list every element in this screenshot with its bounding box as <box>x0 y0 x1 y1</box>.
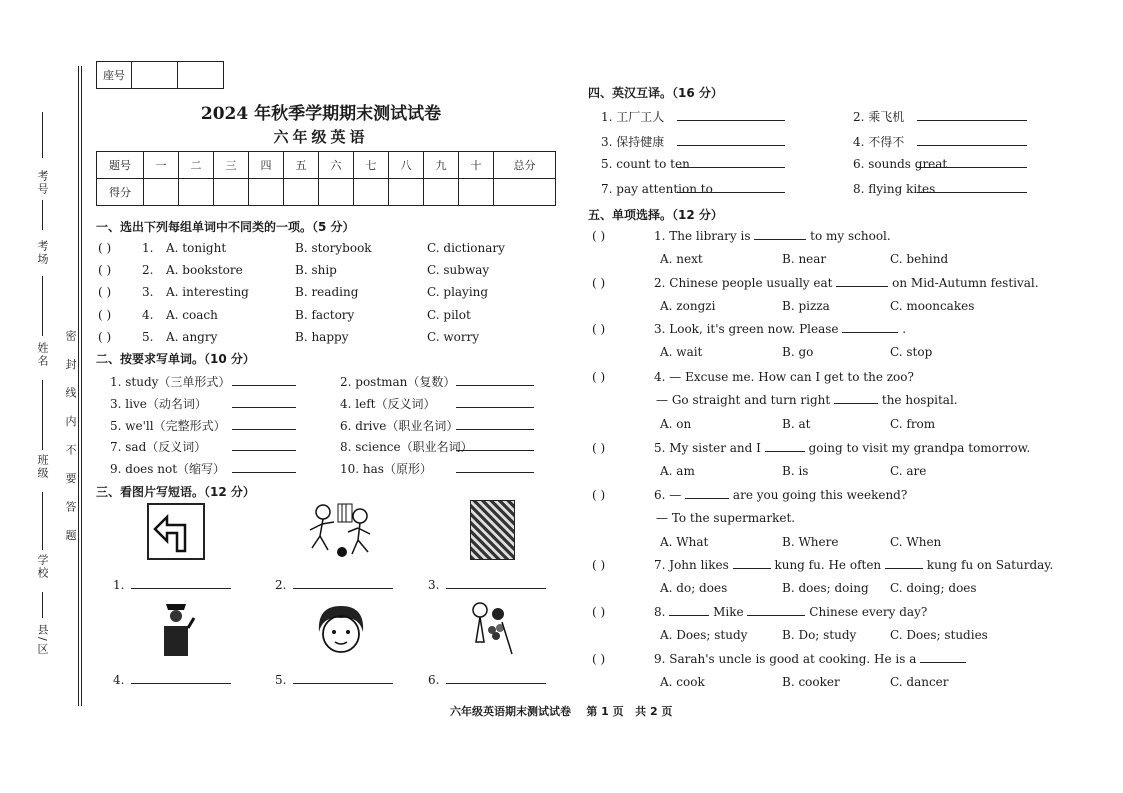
score-cell[interactable] <box>214 179 249 206</box>
score-cell[interactable] <box>319 179 354 206</box>
mc-option[interactable]: B. near <box>782 252 827 266</box>
question-row <box>98 285 160 299</box>
label-xianqu: 县/区 <box>36 624 49 656</box>
score-cell[interactable] <box>459 179 494 206</box>
mc-option[interactable]: A. next <box>660 252 703 266</box>
label-kaohao: 考号 <box>36 170 49 196</box>
turn-left-sign-picture <box>147 503 205 560</box>
part3-heading: 三、看图片写短语。（12 分） <box>96 485 255 499</box>
picture-number: 1. <box>113 578 125 592</box>
girl-with-flowers-picture <box>462 598 518 661</box>
mc-option[interactable]: B. at <box>782 417 811 431</box>
question-row <box>98 308 160 322</box>
score-cell[interactable] <box>179 179 214 206</box>
answer-blank[interactable] <box>232 407 296 408</box>
word-task <box>340 417 534 434</box>
word-task <box>110 373 300 390</box>
score-header-cell: 六 <box>319 152 354 179</box>
score-header-cell: 九 <box>424 152 459 179</box>
question-text: 1. The library is <box>654 229 751 243</box>
answer-blank[interactable] <box>456 472 534 473</box>
mc-option[interactable]: A. am <box>660 464 695 478</box>
option-a[interactable]: A. angry <box>166 329 218 344</box>
score-header-cell: 五 <box>284 152 319 179</box>
mc-option[interactable]: B. go <box>782 345 814 359</box>
translate-item <box>601 182 785 196</box>
answer-parens[interactable]: ( ) <box>592 558 606 572</box>
score-header-cell: 题号 <box>97 152 144 179</box>
translate-item <box>601 108 785 125</box>
answer-blank[interactable] <box>677 145 785 146</box>
answer-blank[interactable] <box>446 588 546 589</box>
storybook-picture <box>470 500 515 560</box>
question-text: are you going this weekend? <box>732 488 908 502</box>
word-task <box>340 395 534 412</box>
translate-label: 4. 不得不 <box>853 134 905 149</box>
score-table <box>96 151 556 206</box>
option-b[interactable]: B. reading <box>295 285 359 300</box>
answer-blank[interactable] <box>885 568 923 569</box>
mc-option[interactable]: A. What <box>660 535 709 549</box>
score-cell[interactable] <box>249 179 284 206</box>
picture-number: 6. <box>428 673 440 687</box>
answer-blank[interactable] <box>917 145 1027 146</box>
answer-parens[interactable]: ( ) <box>592 322 606 336</box>
answer-parens[interactable]: ( ) <box>98 263 112 278</box>
score-cell[interactable] <box>354 179 389 206</box>
exam-title: 2024 年秋季学期期末测试试卷 <box>200 104 442 124</box>
score-header-cell: 总分 <box>494 152 556 179</box>
answer-blank[interactable] <box>917 192 1027 193</box>
mc-question <box>592 605 927 619</box>
question-text: to my school. <box>810 229 891 243</box>
question-row <box>98 263 160 277</box>
page-footer: 六年级英语期末测试试卷 第 1 页 共 2 页 <box>450 705 673 718</box>
seat-cell[interactable] <box>132 62 178 89</box>
word-task-label: 8. science（职业名词） <box>340 440 473 455</box>
exam-subtitle: 六年级英语 <box>273 128 369 146</box>
mc-option[interactable]: C. are <box>890 464 927 478</box>
mc-question-line2 <box>656 393 958 407</box>
answer-blank[interactable] <box>685 498 729 499</box>
option-c[interactable]: C. subway <box>427 263 490 278</box>
answer-blank[interactable] <box>920 662 966 663</box>
part5-heading: 五、单项选择。（12 分） <box>588 208 723 222</box>
answer-parens[interactable]: ( ) <box>592 276 606 290</box>
answer-blank[interactable] <box>456 385 534 386</box>
mc-question <box>592 322 906 336</box>
answer-blank[interactable] <box>456 450 534 451</box>
question-text: 7. John likes <box>654 558 729 572</box>
answer-parens[interactable]: ( ) <box>592 229 606 243</box>
word-task-label: 2. postman（复数） <box>340 375 456 389</box>
option-a[interactable]: A. tonight <box>166 241 227 255</box>
option-a[interactable]: A. interesting <box>166 285 249 300</box>
label-banji: 班级 <box>36 454 49 480</box>
answer-parens[interactable]: ( ) <box>592 370 606 384</box>
label-kaochang: 考场 <box>36 240 49 266</box>
question-number: 5. <box>142 329 154 344</box>
word-task-label: 5. we'll（完整形式） <box>110 418 226 433</box>
mc-question <box>592 652 966 666</box>
score-cell[interactable] <box>284 179 319 206</box>
mc-option[interactable]: A. on <box>660 417 692 431</box>
mc-option[interactable]: A. cook <box>660 675 705 689</box>
mc-option[interactable]: C. stop <box>890 345 933 359</box>
seat-label: 座号 <box>97 62 132 89</box>
playing-football-picture <box>298 500 382 563</box>
translate-item <box>601 157 785 171</box>
answer-blank[interactable] <box>747 615 805 616</box>
answer-blank[interactable] <box>446 683 546 684</box>
question-text: kung fu on Saturday. <box>926 558 1054 572</box>
answer-parens[interactable]: ( ) <box>592 488 606 502</box>
mc-option[interactable]: C. doing; does <box>890 581 977 595</box>
word-task-label: 7. sad（反义词） <box>110 440 207 455</box>
question-number: 4. <box>142 307 154 322</box>
question-row <box>98 330 160 344</box>
question-text: . <box>902 322 907 336</box>
mc-option[interactable]: A. wait <box>660 345 703 359</box>
answer-blank[interactable] <box>836 286 888 287</box>
label-xingming: 姓名 <box>36 342 49 368</box>
option-a[interactable]: A. coach <box>166 307 218 322</box>
question-row <box>98 241 160 255</box>
mc-option[interactable]: B. pizza <box>782 299 830 313</box>
label-xuexiao: 学校 <box>36 554 49 580</box>
fold-line <box>78 66 82 706</box>
question-text: — Go straight and turn right <box>656 393 831 407</box>
answer-blank[interactable] <box>917 120 1027 121</box>
answer-blank[interactable] <box>765 451 805 452</box>
score-header-cell: 八 <box>389 152 424 179</box>
mc-option[interactable]: A. zongzi <box>660 299 716 313</box>
answer-blank[interactable] <box>232 472 296 473</box>
seal-line-text: 密 封 线 内 不 要 答 题 <box>64 330 77 548</box>
mc-option[interactable]: C. from <box>890 417 936 431</box>
mc-option[interactable]: B. Where <box>782 535 839 549</box>
score-header-cell: 三 <box>214 152 249 179</box>
score-header-cell: 十 <box>459 152 494 179</box>
word-task-label: 6. drive（职业名词） <box>340 418 459 433</box>
picture-answer <box>113 673 231 687</box>
translate-label: 5. count to ten <box>601 157 690 171</box>
mc-question <box>592 558 1053 572</box>
question-number: 1. <box>142 241 154 255</box>
answer-blank[interactable] <box>677 120 785 121</box>
answer-blank[interactable] <box>232 450 296 451</box>
mc-option[interactable]: B. does; doing <box>782 581 869 595</box>
question-text: Chinese every day? <box>809 605 928 619</box>
part1-heading: 一、选出下列每组单词中不同类的一项。（5 分） <box>96 220 355 234</box>
word-task-label: 10. has（原形） <box>340 462 432 477</box>
mc-question <box>592 441 1030 455</box>
translate-label: 8. flying kites <box>853 181 936 196</box>
mc-option[interactable]: B. is <box>782 464 809 478</box>
picture-answer <box>275 673 393 687</box>
word-task <box>340 373 534 390</box>
answer-blank[interactable] <box>131 683 231 684</box>
word-task-label: 3. live（动名词） <box>110 396 207 411</box>
answer-blank[interactable] <box>677 167 785 168</box>
answer-parens[interactable]: ( ) <box>592 605 606 619</box>
part2-heading: 二、按要求写单词。（10 分） <box>96 352 255 366</box>
picture-number: 5. <box>275 673 287 687</box>
question-text: Mike <box>713 605 744 619</box>
translate-label: 1. 工厂工人 <box>601 110 665 124</box>
score-cell[interactable] <box>424 179 459 206</box>
question-text: 2. Chinese people usually eat <box>654 276 833 290</box>
translate-item <box>853 108 1027 125</box>
mc-option[interactable]: C. dancer <box>890 675 949 689</box>
mc-question <box>592 488 907 502</box>
mc-option[interactable]: B. cooker <box>782 675 840 689</box>
question-text: the hospital. <box>881 393 958 407</box>
score-header-cell: 一 <box>144 152 179 179</box>
question-text: 5. My sister and I <box>654 441 761 455</box>
answer-parens[interactable]: ( ) <box>98 329 112 344</box>
option-a[interactable]: A. bookstore <box>166 263 243 278</box>
score-header-cell: 七 <box>354 152 389 179</box>
picture-answer <box>428 673 546 687</box>
translate-item <box>601 133 785 150</box>
picture-number: 3. <box>428 578 440 592</box>
score-header-cell: 二 <box>179 152 214 179</box>
word-task <box>110 395 300 412</box>
answer-parens[interactable]: ( ) <box>592 441 606 455</box>
mc-question <box>592 229 891 243</box>
answer-blank[interactable] <box>669 615 709 616</box>
picture-number: 2. <box>275 578 287 592</box>
mc-question <box>592 276 1039 290</box>
answer-blank[interactable] <box>677 192 785 193</box>
option-b[interactable]: B. factory <box>295 307 355 322</box>
option-b[interactable]: B. storybook <box>295 241 372 255</box>
answer-parens[interactable]: ( ) <box>592 652 606 666</box>
mc-option[interactable]: A. do; does <box>660 581 728 595</box>
score-cell[interactable] <box>389 179 424 206</box>
option-b[interactable]: B. happy <box>295 329 349 344</box>
answer-blank[interactable] <box>456 407 534 408</box>
answer-blank[interactable] <box>842 332 898 333</box>
part4-heading: 四、英汉互译。（16 分） <box>588 86 723 100</box>
answer-parens[interactable]: ( ) <box>98 241 112 255</box>
translate-item <box>853 182 1027 196</box>
question-text: 8. <box>654 605 666 619</box>
answer-blank[interactable] <box>232 429 296 430</box>
option-c[interactable]: C. pilot <box>427 307 471 322</box>
word-task <box>110 417 300 434</box>
answer-blank[interactable] <box>293 588 393 589</box>
score-header-cell: 四 <box>249 152 284 179</box>
translate-label: 3. 保持健康 <box>601 134 665 149</box>
option-b[interactable]: B. ship <box>295 263 337 278</box>
translate-label: 7. pay attention to <box>601 181 713 196</box>
word-task <box>110 460 300 477</box>
answer-blank[interactable] <box>456 429 534 430</box>
answer-blank[interactable] <box>131 588 231 589</box>
answer-parens[interactable]: ( ) <box>98 307 112 322</box>
picture-answer <box>113 578 231 592</box>
option-c[interactable]: C. worry <box>427 329 480 344</box>
seat-number-box <box>96 61 224 89</box>
word-task <box>340 438 534 455</box>
question-text: 6. — <box>654 488 682 502</box>
mc-question <box>592 370 914 384</box>
police-officer-picture <box>156 598 196 661</box>
word-task-label: 9. does not（缩写） <box>110 462 226 477</box>
word-task-label: 1. study（三单形式） <box>110 375 231 389</box>
word-task <box>110 438 300 455</box>
answer-blank[interactable] <box>754 239 806 240</box>
mc-option[interactable]: C. mooncakes <box>890 299 975 313</box>
answer-blank[interactable] <box>293 683 393 684</box>
mc-option[interactable]: A. Does; study <box>660 628 748 642</box>
answer-parens[interactable]: ( ) <box>98 285 112 300</box>
mc-option[interactable]: C. behind <box>890 252 949 266</box>
mc-option[interactable]: C. When <box>890 535 942 549</box>
question-text: 9. Sarah's uncle is good at cooking. He is a <box>654 652 917 666</box>
word-task <box>340 460 534 477</box>
mc-option[interactable]: C. Does; studies <box>890 628 988 642</box>
picture-answer <box>428 578 546 592</box>
answer-blank[interactable] <box>917 167 1027 168</box>
option-c[interactable]: C. playing <box>427 285 489 300</box>
answer-blank[interactable] <box>232 385 296 386</box>
answer-blank[interactable] <box>733 568 771 569</box>
score-row-label: 得分 <box>97 179 144 206</box>
mc-question-line2 <box>656 511 795 525</box>
translate-item <box>853 133 1027 150</box>
translate-label: 2. 乘飞机 <box>853 110 905 124</box>
word-task-label: 4. left（反义词） <box>340 396 436 411</box>
translate-label: 6. sounds great <box>853 157 948 171</box>
question-number: 3. <box>142 285 154 300</box>
question-text: going to visit my grandpa tomorrow. <box>808 441 1031 455</box>
seat-cell[interactable] <box>178 62 224 89</box>
picture-number: 4. <box>113 673 125 687</box>
question-text: — To the supermarket. <box>656 511 796 525</box>
question-number: 2. <box>142 263 154 278</box>
picture-answer <box>275 578 393 592</box>
option-c[interactable]: C. dictionary <box>427 241 505 255</box>
question-text: 4. — Excuse me. How can I get to the zoo? <box>654 370 914 384</box>
question-text: 3. Look, it's green now. Please <box>654 322 839 336</box>
question-text: on Mid-Autumn festival. <box>892 276 1039 290</box>
girl-face-picture <box>313 602 369 659</box>
translate-item <box>853 157 1027 171</box>
score-cell[interactable] <box>144 179 179 206</box>
mc-option[interactable]: B. Do; study <box>782 628 857 642</box>
answer-blank[interactable] <box>834 403 878 404</box>
question-text: kung fu. He often <box>774 558 882 572</box>
score-cell[interactable] <box>494 179 556 206</box>
